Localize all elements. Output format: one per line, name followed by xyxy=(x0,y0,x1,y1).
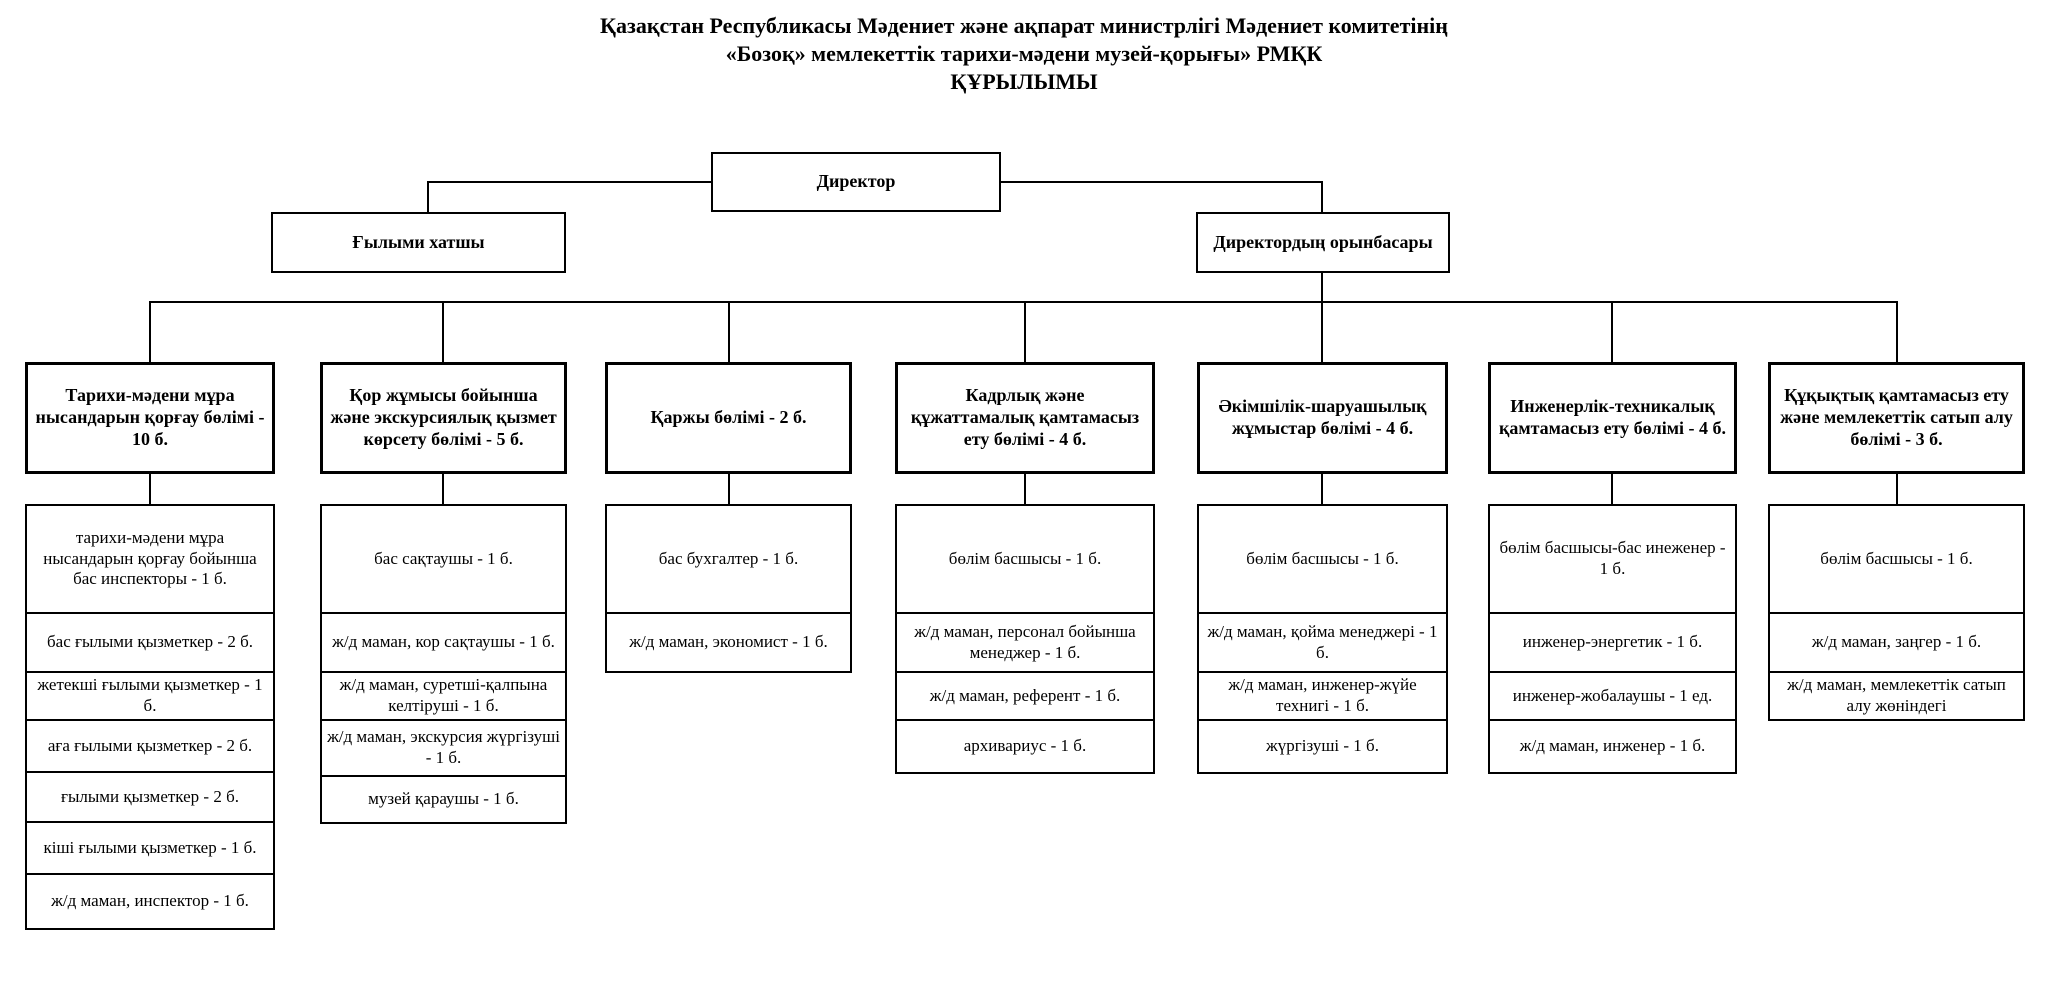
title-line-3: ҚҰРЫЛЫМЫ xyxy=(950,69,1098,94)
node-scientific-secretary: Ғылыми хатшы xyxy=(271,212,566,273)
staff-cell: бөлім басшысы - 1 б. xyxy=(895,504,1155,614)
connector-staff-drop-3 xyxy=(728,472,730,504)
staff-cell: ж/д маман, инспектор - 1 б. xyxy=(25,873,275,930)
connector-director-left-v xyxy=(427,181,429,212)
staff-cell: ж/д маман, заңгер - 1 б. xyxy=(1768,612,2025,673)
staff-cell: кіші ғылыми қызметкер - 1 б. xyxy=(25,821,275,875)
connector-staff-drop-7 xyxy=(1896,472,1898,504)
dept-box-legal-procurement: Құқықтық қамтамасыз ету және мемлекеттік сатып алу бөлімі - 3 б. xyxy=(1768,362,2025,474)
connector-staff-drop-1 xyxy=(149,472,151,504)
connector-director-right-h xyxy=(1001,181,1323,183)
staff-cell: бас бухгалтер - 1 б. xyxy=(605,504,852,614)
connector-staff-drop-5 xyxy=(1321,472,1323,504)
connector-drop-dept-6 xyxy=(1611,301,1613,362)
staff-cell: жүргізуші - 1 б. xyxy=(1197,719,1448,774)
staff-list-administrative xyxy=(1197,504,1448,774)
staff-list-hr-documentation xyxy=(895,504,1155,774)
staff-cell: бас ғылыми қызметкер - 2 б. xyxy=(25,612,275,673)
staff-cell: инженер-энергетик - 1 б. xyxy=(1488,612,1737,673)
dept-box-hr-documentation: Кадрлық және құжаттамалық қамтамасыз ету бөлімі - 4 б. xyxy=(895,362,1155,474)
connector-staff-drop-4 xyxy=(1024,472,1026,504)
staff-list-heritage-protection xyxy=(25,504,275,930)
connector-drop-dept-7 xyxy=(1896,301,1898,362)
dept-box-heritage-protection: Тарихи-мәдени мұра нысандарын қорғау бөлімі - 10 б. xyxy=(25,362,275,474)
staff-cell: ж/д маман, инженер-жүйе технигі - 1 б. xyxy=(1197,671,1448,721)
staff-cell: ж/д маман, экскурсия жүргізуші - 1 б. xyxy=(320,719,567,777)
staff-cell: ғылыми қызметкер - 2 б. xyxy=(25,771,275,823)
connector-deputy-down-v xyxy=(1321,272,1323,303)
staff-cell: ж/д маман, мемлекеттік сатып алу жөніндегі xyxy=(1768,671,2025,721)
staff-cell: бөлім басшысы - 1 б. xyxy=(1197,504,1448,614)
staff-cell: ж/д маман, суретші-қалпына келтіруші - 1 б. xyxy=(320,671,567,721)
staff-cell: ж/д маман, экономист - 1 б. xyxy=(605,612,852,673)
staff-list-engineering xyxy=(1488,504,1737,774)
staff-cell: бас сақтаушы - 1 б. xyxy=(320,504,567,614)
staff-cell: архивариус - 1 б. xyxy=(895,719,1155,774)
connector-drop-dept-3 xyxy=(728,301,730,362)
connector-drop-dept-5 xyxy=(1321,301,1323,362)
staff-cell: ж/д маман, персонал бойынша менеджер - 1 б. xyxy=(895,612,1155,673)
node-director: Директор xyxy=(711,152,1001,212)
connector-director-left-h xyxy=(427,181,711,183)
staff-list-fund-excursion xyxy=(320,504,567,824)
staff-list-finance xyxy=(605,504,852,673)
staff-cell: ж/д маман, инженер - 1 б. xyxy=(1488,719,1737,774)
dept-box-fund-excursion: Қор жұмысы бойынша және экскурсиялық қызмет көрсету бөлімі - 5 б. xyxy=(320,362,567,474)
connector-drop-dept-1 xyxy=(149,301,151,362)
staff-cell: инженер-жобалаушы - 1 ед. xyxy=(1488,671,1737,721)
dept-box-engineering: Инженерлік-техникалық қамтамасыз ету бөлімі - 4 б. xyxy=(1488,362,1737,474)
chart-title xyxy=(0,12,2048,96)
connector-director-right-v xyxy=(1321,181,1323,212)
node-deputy-director: Директордың орынбасары xyxy=(1196,212,1450,273)
title-line-2: «Бозоқ» мемлекеттік тарихи-мәдени музей-қорығы» РМҚК xyxy=(725,41,1323,66)
staff-list-legal-procurement xyxy=(1768,504,2025,721)
staff-cell: бөлім басшысы - 1 б. xyxy=(1768,504,2025,614)
staff-cell: музей қараушы - 1 б. xyxy=(320,775,567,824)
connector-staff-drop-6 xyxy=(1611,472,1613,504)
staff-cell: тарихи-мәдени мұра нысандарын қорғау бойынша бас инспекторы - 1 б. xyxy=(25,504,275,614)
connector-staff-drop-2 xyxy=(442,472,444,504)
staff-cell: ж/д маман, референт - 1 б. xyxy=(895,671,1155,721)
staff-cell: жетекші ғылыми қызметкер - 1 б. xyxy=(25,671,275,721)
staff-cell: ж/д маман, кор сақтаушы - 1 б. xyxy=(320,612,567,673)
connector-drop-dept-2 xyxy=(442,301,444,362)
connector-drop-dept-4 xyxy=(1024,301,1026,362)
staff-cell: бөлім басшысы-бас инеженер - 1 б. xyxy=(1488,504,1737,614)
title-line-1: Қазақстан Республикасы Мәдениет және ақпарат министрлігі Мәдениет комитетінің xyxy=(600,13,1448,38)
staff-cell: аға ғылыми қызметкер - 2 б. xyxy=(25,719,275,773)
dept-box-finance: Қаржы бөлімі - 2 б. xyxy=(605,362,852,474)
dept-box-administrative: Әкімшілік-шаруашылық жұмыстар бөлімі - 4 б. xyxy=(1197,362,1448,474)
staff-cell: ж/д маман, қойма менеджері - 1 б. xyxy=(1197,612,1448,673)
